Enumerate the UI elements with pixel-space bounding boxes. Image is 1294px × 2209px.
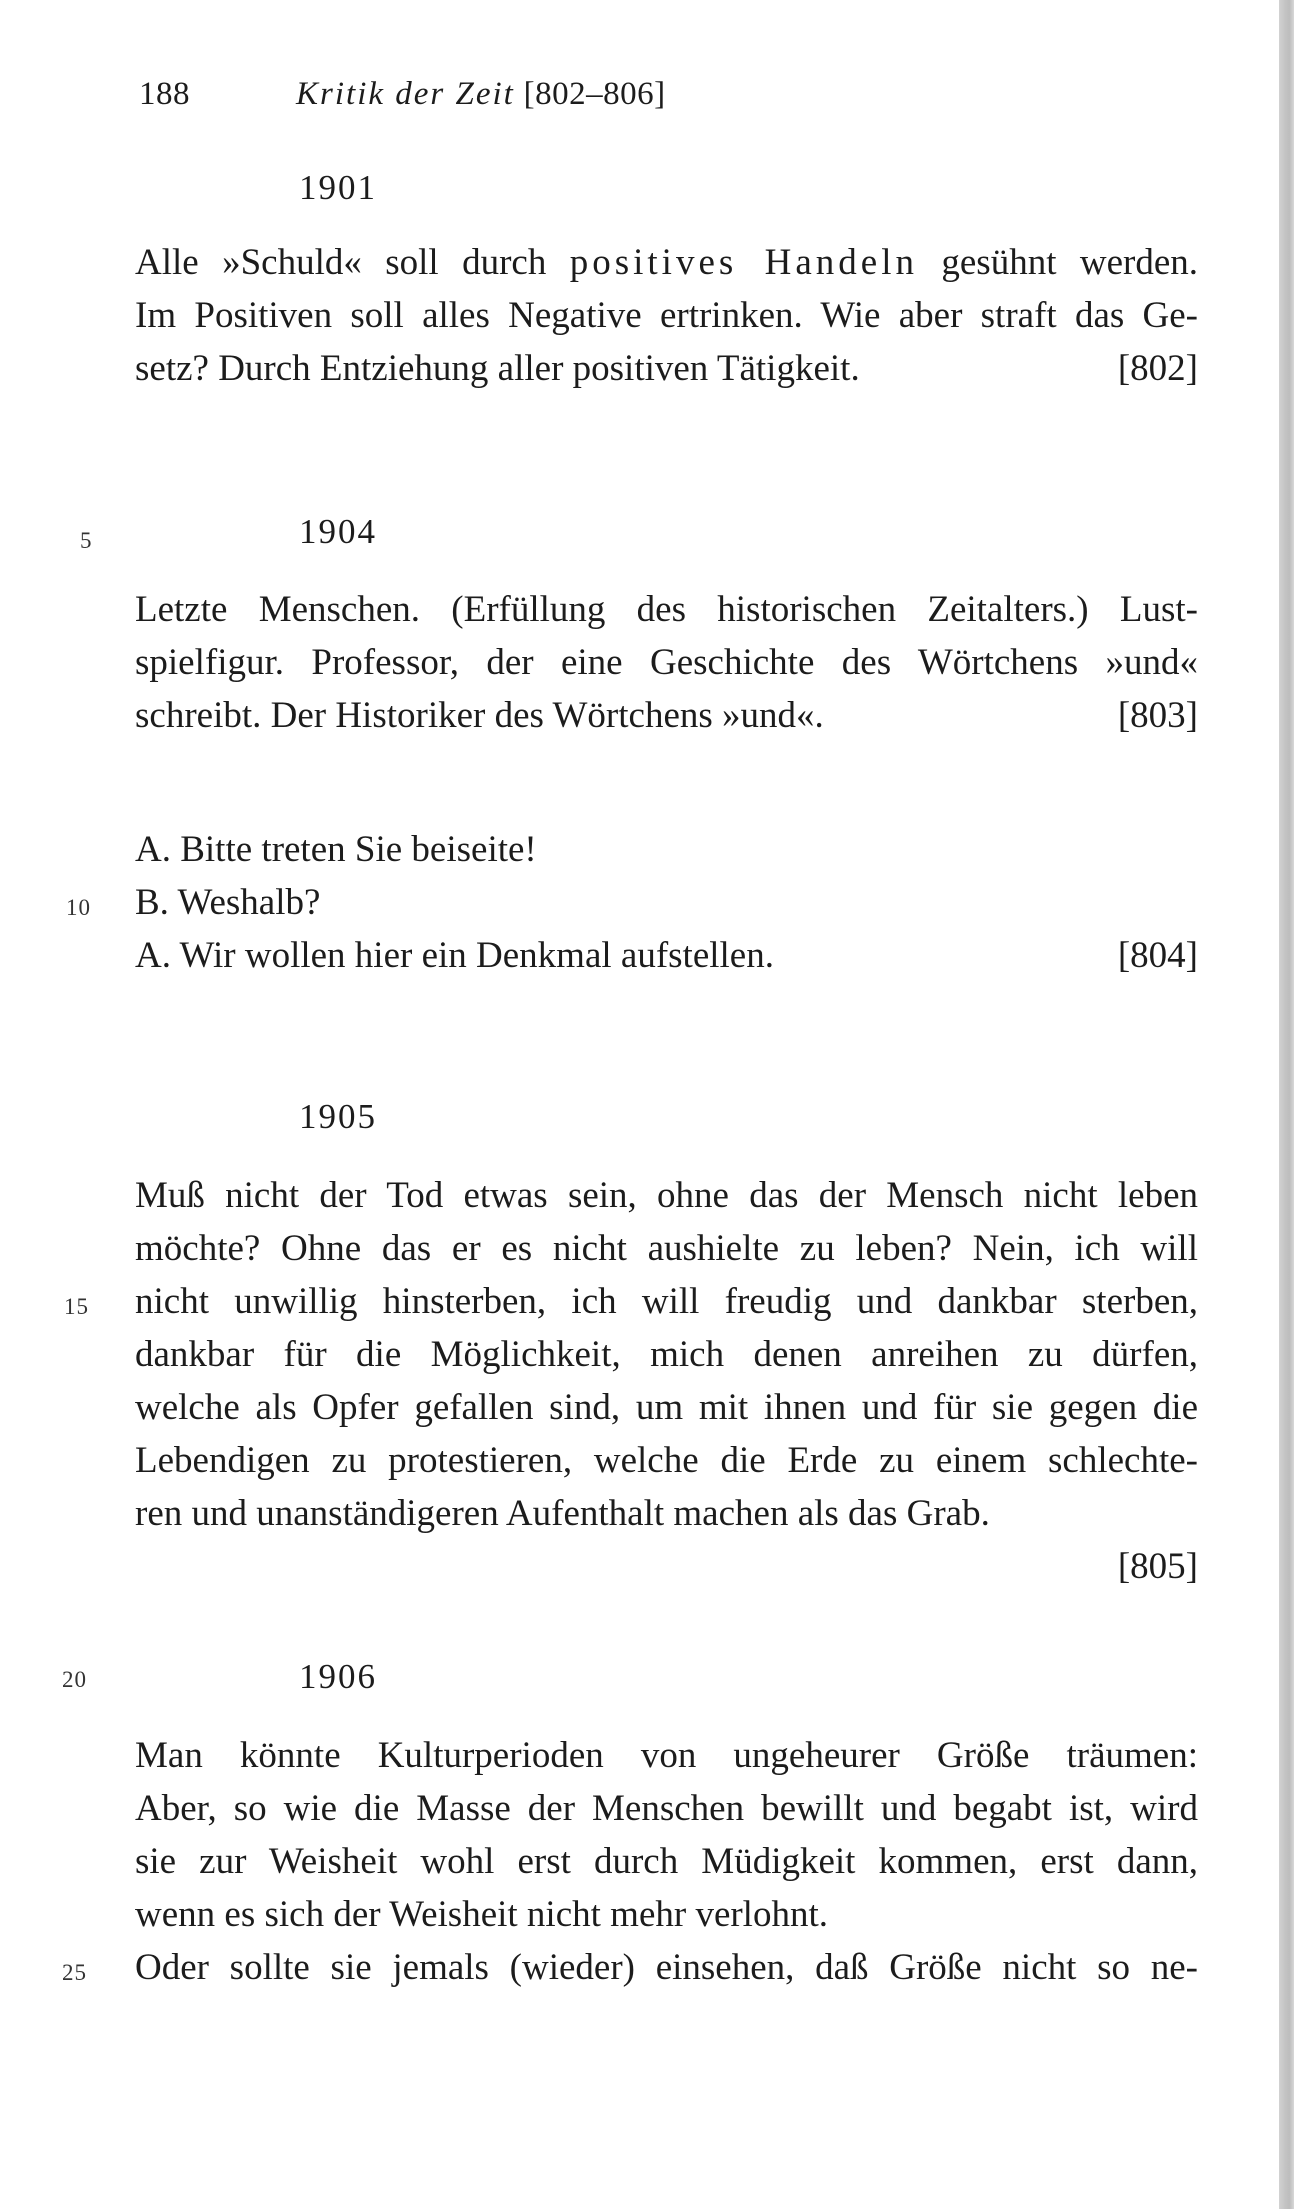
running-title: Kritik der Zeit xyxy=(296,76,515,112)
line-number: 25 xyxy=(62,1960,87,1985)
line-number: 15 xyxy=(64,1294,89,1319)
year-heading-1901: 1901 xyxy=(299,168,377,207)
running-header xyxy=(296,76,666,113)
line-number: 20 xyxy=(62,1667,87,1692)
text-line: spielfigur. Professor, der eine Geschichte des Wörtchens »und« xyxy=(135,642,1198,683)
text-line xyxy=(135,241,1198,285)
text-span: A. Wir wollen hier ein Denkmal aufstellen. xyxy=(135,935,774,976)
text-line: Muß nicht der Tod etwas sein, ohne das der Mensch nicht leben xyxy=(135,1175,1198,1216)
text-line: Man könnte Kulturperioden von ungeheurer Größe träumen: xyxy=(135,1735,1198,1776)
entry-number: [805] xyxy=(1117,1546,1198,1587)
dialogue-line: A. Bitte treten Sie beiseite! xyxy=(135,829,537,870)
text-line xyxy=(135,347,1198,391)
text-span: gesühnt werden. xyxy=(918,242,1198,283)
page-number: 188 xyxy=(139,76,190,112)
text-line: Aber, so wie die Masse der Menschen bewillt und begabt ist, wird xyxy=(135,1788,1198,1829)
text-line: ren und unanständigeren Aufenthalt machen als das Grab. xyxy=(135,1493,990,1534)
entry-range: [802–806] xyxy=(523,76,666,112)
text-span: Alle »Schuld« soll durch xyxy=(135,242,570,283)
dialogue-line xyxy=(135,934,1198,978)
text-line: wenn es sich der Weisheit nicht mehr verlohnt. xyxy=(135,1894,828,1935)
entry-number: [803] xyxy=(1117,695,1198,736)
entry-number: [802] xyxy=(1117,348,1198,389)
dialogue-line: B. Weshalb? xyxy=(135,882,321,923)
page-gutter-shadow xyxy=(1279,0,1294,2209)
text-line: Im Positiven soll alles Negative ertrinken. Wie aber straft das Ge- xyxy=(135,295,1198,336)
year-heading-1906: 1906 xyxy=(299,1657,377,1696)
year-heading-1905: 1905 xyxy=(299,1097,377,1136)
year-heading-1904: 1904 xyxy=(299,512,377,551)
entry-number: [804] xyxy=(1117,935,1198,976)
text-line: Letzte Menschen. (Erfüllung des historischen Zeitalters.) Lust- xyxy=(135,589,1198,630)
text-line: nicht unwillig hinsterben, ich will freudig und dankbar sterben, xyxy=(135,1281,1198,1322)
text-line: Oder sollte sie jemals (wieder) einsehen, daß Größe nicht so ne- xyxy=(135,1947,1198,1988)
text-span: setz? Durch Entziehung aller positiven Tätigkeit. xyxy=(135,348,860,389)
emphasized-text: positives Handeln xyxy=(569,242,918,283)
text-line: möchte? Ohne das er es nicht aushielte zu leben? Nein, ich will xyxy=(135,1228,1198,1269)
line-number: 5 xyxy=(80,528,93,553)
text-line: welche als Opfer gefallen sind, um mit ihnen und für sie gegen die xyxy=(135,1387,1198,1428)
text-line: sie zur Weisheit wohl erst durch Müdigkeit kommen, erst dann, xyxy=(135,1841,1198,1882)
text-line: dankbar für die Möglichkeit, mich denen anreihen zu dürfen, xyxy=(135,1334,1198,1375)
text-line xyxy=(135,694,1198,738)
text-line: Lebendigen zu protestieren, welche die Erde zu einem schlechte- xyxy=(135,1440,1198,1481)
line-number: 10 xyxy=(66,895,91,920)
text-span: schreibt. Der Historiker des Wörtchens »und«. xyxy=(135,695,824,736)
